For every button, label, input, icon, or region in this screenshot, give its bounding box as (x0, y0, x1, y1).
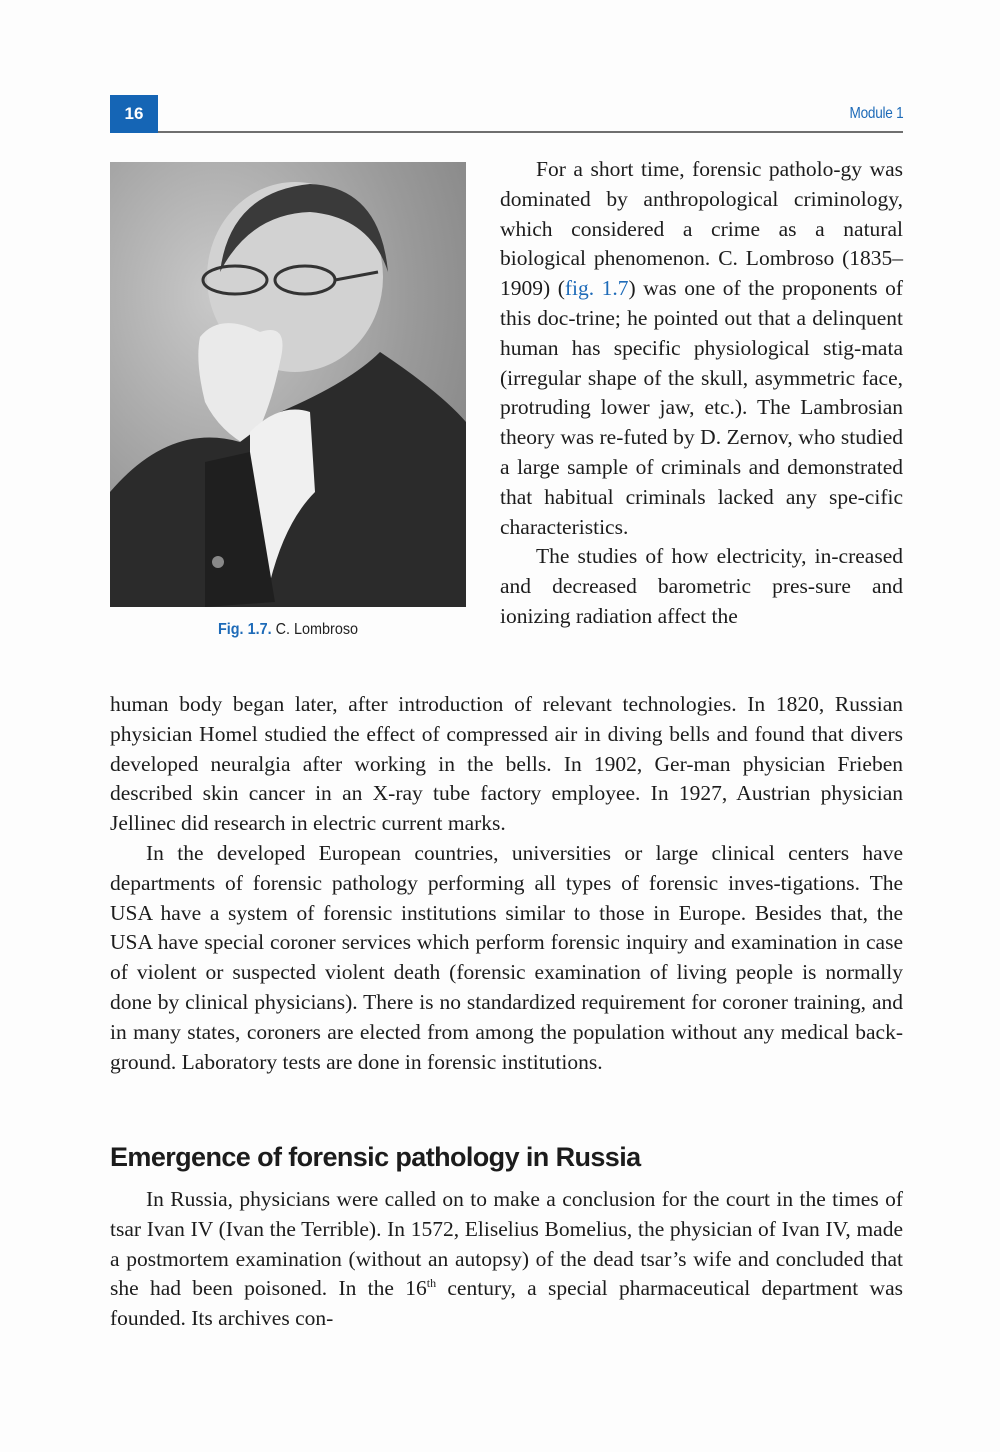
figure-reference-link[interactable]: fig. 1.7 (564, 276, 629, 301)
figure-1-7 (110, 162, 466, 639)
paragraph-studies-start: The studies of how electricity, in-creased and decreased barometric pres-sure and ionizing radiation affect the (500, 544, 903, 628)
paragraph-european-countries: In the developed European countries, universities or large clinical centers have departments of forensic pathology performing all types of forensic inves-tigations. The USA have a system of forensic institutions similar to those in Europe. Besides that, the USA have special coroner services which perform forensic inquiry and examination in case of violent or suspected violent death (forensic examination of living people is normally done by clinical physicians). There is no standardized requirement for coroner training, and in many states, coroners are elected from among the population without any medical back-ground. Laboratory tests are done in forensic institutions. (110, 840, 903, 1074)
section-heading: Emergence of forensic pathology in Russia (110, 1142, 641, 1172)
paragraph-russia: In Russia, physicians were called on to make a conclusion for the court in the times of tsar Ivan IV (Ivan the Terrible). In 1572, Eliselius Bomelius, the physician of Ivan IV, made a postmortem examination (without an autopsy) of the dead tsar’s wife and concluded that she had been poisoned. In the 16th century, a special pharmaceutical department was founded. Its archives con- (110, 1187, 903, 1331)
figure-caption (128, 621, 448, 639)
portrait-illustration (110, 162, 466, 607)
superscript-th: th (426, 1276, 437, 1291)
module-label: Module 1 (849, 105, 903, 122)
full-width-text (110, 690, 903, 1077)
paragraph-studies-continued: human body began later, after introduction of relevant technologies. In 1820, Russian physician Homel studied the effect of compressed air in diving bells and found that divers developed neuralgia after working in the bells. In 1902, Ger-man physician Frieben described skin cancer in an X-ray tube factory employee. In 1927, Austrian physician Jellinec did research in electric current marks. (110, 692, 903, 836)
page-header (110, 95, 903, 133)
right-column-text (500, 155, 903, 632)
page-number: 16 (110, 95, 158, 133)
section-body (110, 1185, 903, 1334)
header-divider (158, 131, 903, 133)
portrait-photo (110, 162, 466, 607)
paragraph-lombroso: For a short time, forensic patholo-gy was dominated by anthropological criminology, which considered a crime as a natural biological phenomenon. C. Lombroso (1835–1909) (fig. 1.7) was one of the proponents of this doc-trine; he pointed out that a delinquent human has specific physiological stig-mata (irregular shape of the skull, asymmetric face, protruding lower jaw, etc.). The Lambrosian theory was re-futed by D. Zernov, who studied a large sample of criminals and demonstrated that habitual criminals lacked any spe-cific characteristics. (500, 157, 903, 539)
figure-caption-text: C. Lombroso (275, 621, 359, 638)
figure-label: Fig. 1.7. (217, 621, 272, 638)
